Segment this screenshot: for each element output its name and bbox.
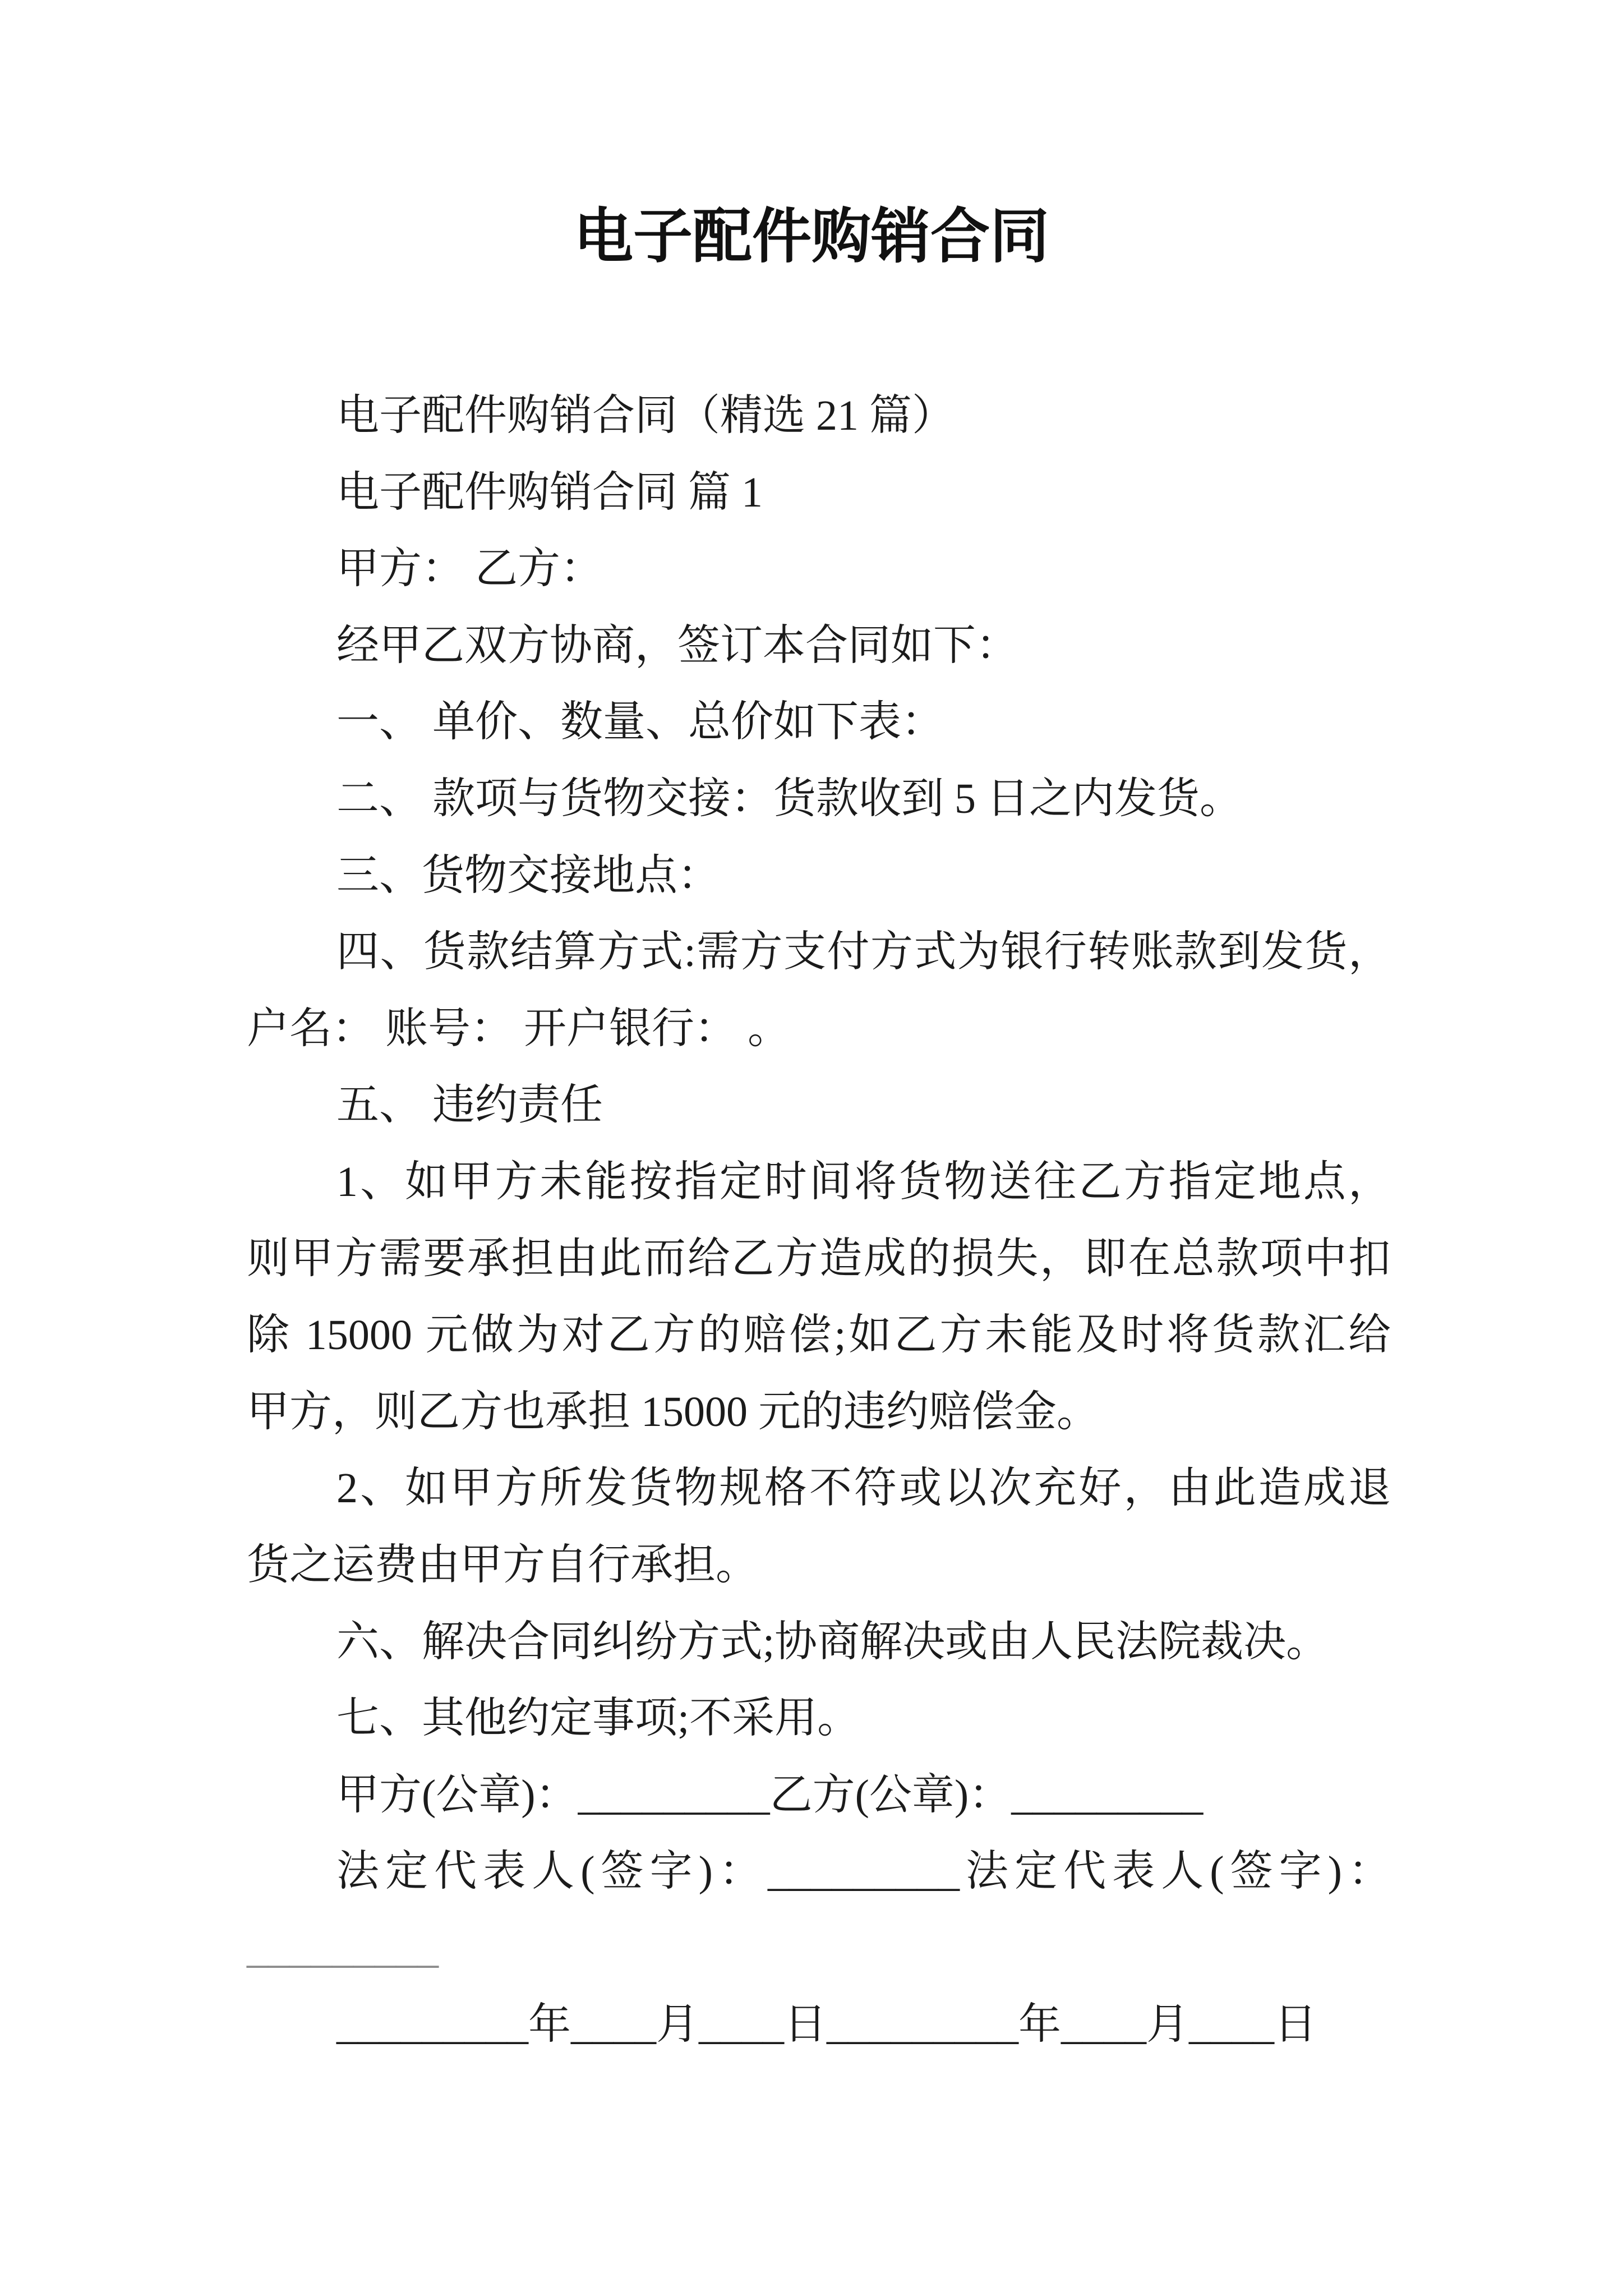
text-line: 2、如甲方所发货物规格不符或以次充好，由此造成退 <box>336 1465 1391 1512</box>
text-line: 电子配件购销合同（精选 21 篇） <box>336 392 955 439</box>
liability-item-2 <box>247 1450 1391 1603</box>
text-line: 1、如甲方未能按指定时间将货物送往乙方指定地点， <box>336 1158 1391 1205</box>
text-line: 七、其他约定事项;不采用。 <box>336 1695 860 1742</box>
signature-date-line <box>247 1986 1391 2063</box>
text-line: 货之运费由甲方自行承担。 <box>247 1541 758 1589</box>
text-line: 户名： 账号： 开户银行： 。 <box>247 1005 790 1052</box>
text-line: 经甲乙双方协商，签订本合同如下： <box>336 622 1018 669</box>
text-line: 四、货款结算方式:需方支付方式为银行转账款到发货， <box>336 928 1391 976</box>
representative-signature-line <box>247 1833 1391 1986</box>
text-line: 二、 款项与货物交接：货款收到 5 日之内发货。 <box>336 775 1242 822</box>
parties-line <box>247 531 1391 608</box>
article-heading <box>247 454 1391 531</box>
text-line: 除 15000 元做为对乙方的赔偿;如乙方未能及时将货款汇给 <box>247 1312 1391 1359</box>
text-line: 电子配件购销合同 篇 1 <box>336 468 763 516</box>
clause-payment-delivery <box>247 761 1391 838</box>
clause-price-quantity <box>247 684 1391 761</box>
text-line: 法定代表人(签字)：_________法定代表人(签字)： <box>336 1848 1391 1895</box>
clause-delivery-location <box>247 838 1391 914</box>
clause-liability-heading <box>247 1067 1391 1144</box>
text-line: 五、 违约责任 <box>336 1082 603 1129</box>
signature-blank: _________ <box>247 1924 439 1972</box>
clause-settlement-method <box>247 914 1391 1067</box>
document-title: 电子配件购销合同 <box>574 204 1049 270</box>
collection-heading <box>247 378 1391 454</box>
clause-other-matters <box>247 1680 1391 1757</box>
intro-paragraph <box>247 608 1391 684</box>
liability-item-1 <box>247 1144 1391 1450</box>
text-line: 甲方(公章)：_________乙方(公章)：_________ <box>336 1771 1204 1819</box>
document-body <box>247 378 1391 2063</box>
text-line: 则甲方需要承担由此而给乙方造成的损失，即在总款项中扣 <box>247 1235 1391 1282</box>
text-line: 三、货物交接地点： <box>336 852 720 899</box>
text-line: 甲方： 乙方： <box>336 545 603 593</box>
text-line: 六、解决合同纠纷方式;协商解决或由人民法院裁决。 <box>336 1618 1329 1665</box>
text-line: 一、 单价、数量、总价如下表： <box>336 698 944 746</box>
seal-line <box>247 1757 1391 1834</box>
clause-dispute-resolution <box>247 1604 1391 1681</box>
text-line: 甲方，则乙方也承担 15000 元的违约赔偿金。 <box>247 1388 1099 1435</box>
text-line: _________年____月____日_________年____月____日 <box>336 2001 1317 2049</box>
